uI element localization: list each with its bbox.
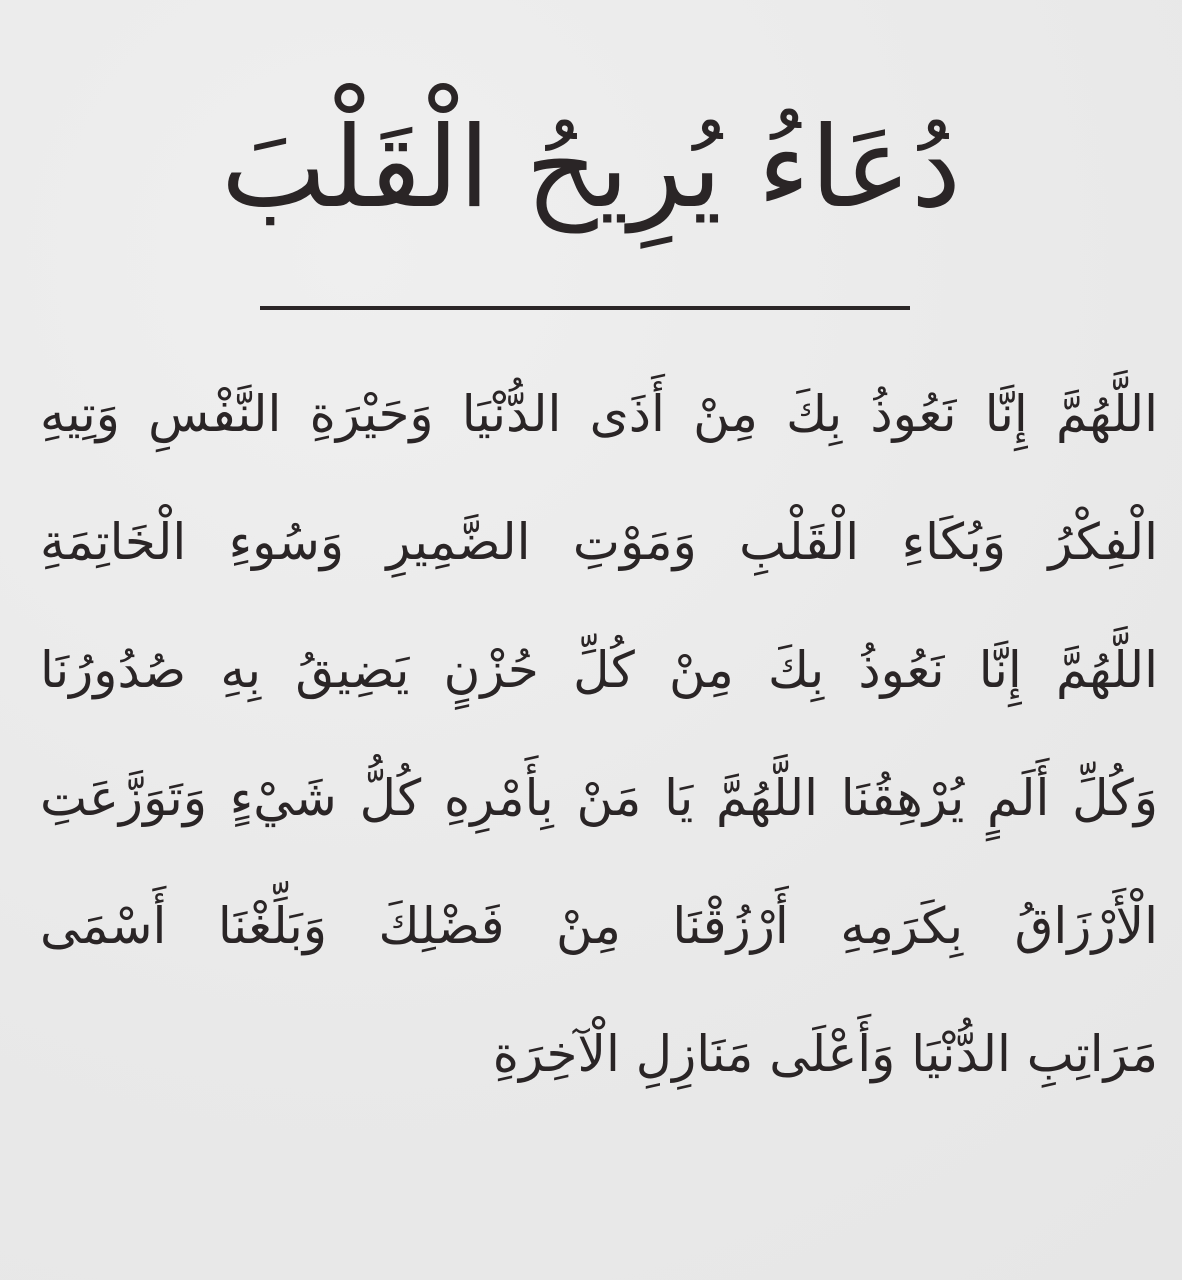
prayer-line-4: وَكُلِّ أَلَمٍ يُرْهِقُنَا اللَّهُمَّ يَا مَنْ بِأَمْرِهِ كُلُّ شَيْءٍ وَتَوَزَّعَتِ (40, 769, 1158, 827)
prayer-line-1: اللَّهُمَّ إِنَّا نَعُوذُ بِكَ مِنْ أَذَى الدُّنْيَا وَحَيْرَةِ النَّفْسِ وَتِيهِ (40, 385, 1158, 443)
prayer-title: دُعَاءُ يُرِيحُ الْقَلْبَ (220, 103, 962, 233)
title-underline (260, 306, 910, 310)
prayer-line-3: اللَّهُمَّ إِنَّا نَعُوذُ بِكَ مِنْ كُلِّ حُزْنٍ يَضِيقُ بِهِ صُدُورُنَا (40, 641, 1158, 699)
prayer-line-2: الْفِكْرُ وَبُكَاءِ الْقَلْبِ وَمَوْتِ الضَّمِيرِ وَسُوءِ الْخَاتِمَةِ (40, 513, 1158, 571)
prayer-text (40, 350, 1158, 1118)
prayer-line-6: مَرَاتِبِ الدُّنْيَا وَأَعْلَى مَنَازِلِ الْآخِرَةِ (492, 1025, 1158, 1083)
prayer-line-5: الْأَرْزَاقُ بِكَرَمِهِ أَرْزُقْنَا مِنْ فَضْلِكَ وَبَلِّغْنَا أَسْمَى (40, 897, 1158, 955)
